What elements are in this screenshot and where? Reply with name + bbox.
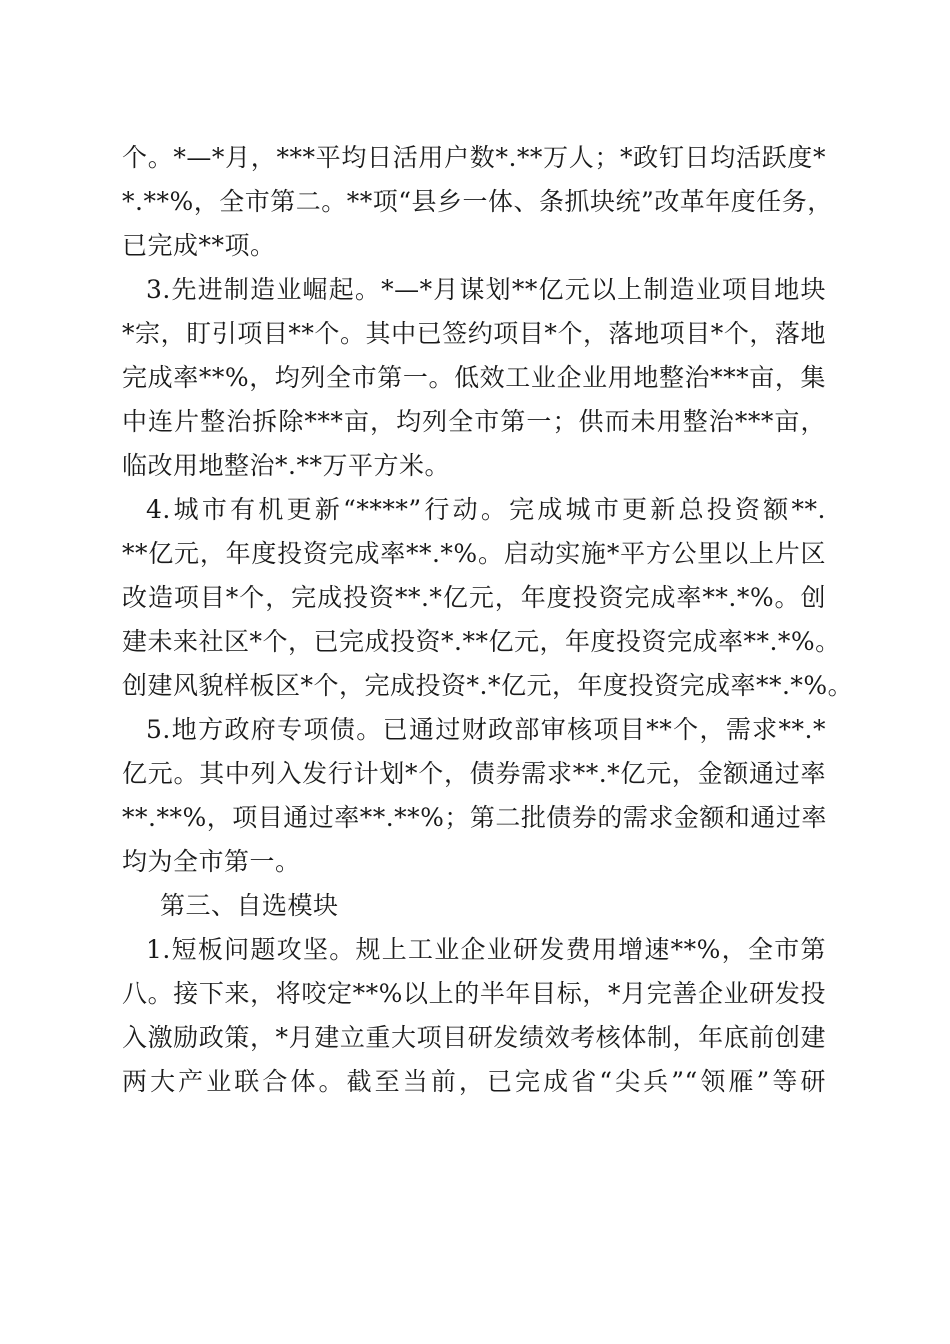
text-line: 八。接下来，将咬定**%以上的半年目标，*月完善企业研发投 bbox=[122, 979, 826, 1008]
text-line: 1.短板问题攻坚。规上工业企业研发费用增速**%，全市第 bbox=[146, 935, 826, 964]
text-line: *.**%，全市第二。**项“县乡一体、条抓块统”改革年度任务， bbox=[122, 187, 833, 216]
paragraph-intro-continuation bbox=[122, 136, 833, 268]
text-line: 已完成**项。 bbox=[122, 231, 276, 260]
section-heading: 第三、自选模块 bbox=[160, 891, 339, 920]
text-line: 均为全市第一。 bbox=[122, 847, 301, 876]
text-line: 4.城市有机更新“****”行动。完成城市更新总投资额**. bbox=[146, 495, 826, 524]
text-line: **亿元，年度投资完成率**.*%。启动实施*平方公里以上片区 bbox=[122, 539, 826, 568]
text-line: 亿元。其中列入发行计划*个，债券需求**.*亿元，金额通过率 bbox=[122, 759, 826, 788]
text-line: **.**%，项目通过率**.**%；第二批债券的需求金额和通过率 bbox=[122, 803, 827, 832]
text-line: 两大产业联合体。截至当前，已完成省“尖兵”“领雁”等研 bbox=[122, 1067, 826, 1096]
paragraph-urban-renewal bbox=[122, 488, 854, 708]
text-line: 入激励政策，*月建立重大项目研发绩效考核体制，年底前创建 bbox=[122, 1023, 826, 1052]
text-line: 完成率**%，均列全市第一。低效工业企业用地整治***亩，集 bbox=[122, 363, 826, 392]
text-line: 个。*—*月，***平均日活用户数*.**万人；*政钉日均活跃度* bbox=[122, 143, 826, 172]
text-line: 创建风貌样板区*个，完成投资*.*亿元，年度投资完成率**.*%。 bbox=[122, 671, 854, 700]
text-line: 中连片整治拆除***亩，均列全市第一；供而未用整治***亩， bbox=[122, 407, 826, 436]
paragraph-special-bonds bbox=[122, 708, 826, 884]
paragraph-shortboard bbox=[122, 928, 826, 1104]
text-line: 建未来社区*个，已完成投资*.**亿元，年度投资完成率**.*%。 bbox=[122, 627, 841, 656]
text-line: *宗，盯引项目**个。其中已签约项目*个，落地项目*个，落地 bbox=[122, 319, 826, 348]
text-line: 临改用地整治*.**万平方米。 bbox=[122, 451, 450, 480]
paragraph-manufacturing bbox=[122, 268, 826, 488]
text-line: 5.地方政府专项债。已通过财政部审核项目**个，需求**.* bbox=[146, 715, 826, 744]
text-line: 3.先进制造业崛起。*—*月谋划**亿元以上制造业项目地块 bbox=[146, 275, 826, 304]
document-body bbox=[122, 136, 854, 1104]
text-line: 改造项目*个，完成投资**.*亿元，年度投资完成率**.*%。创 bbox=[122, 583, 826, 612]
